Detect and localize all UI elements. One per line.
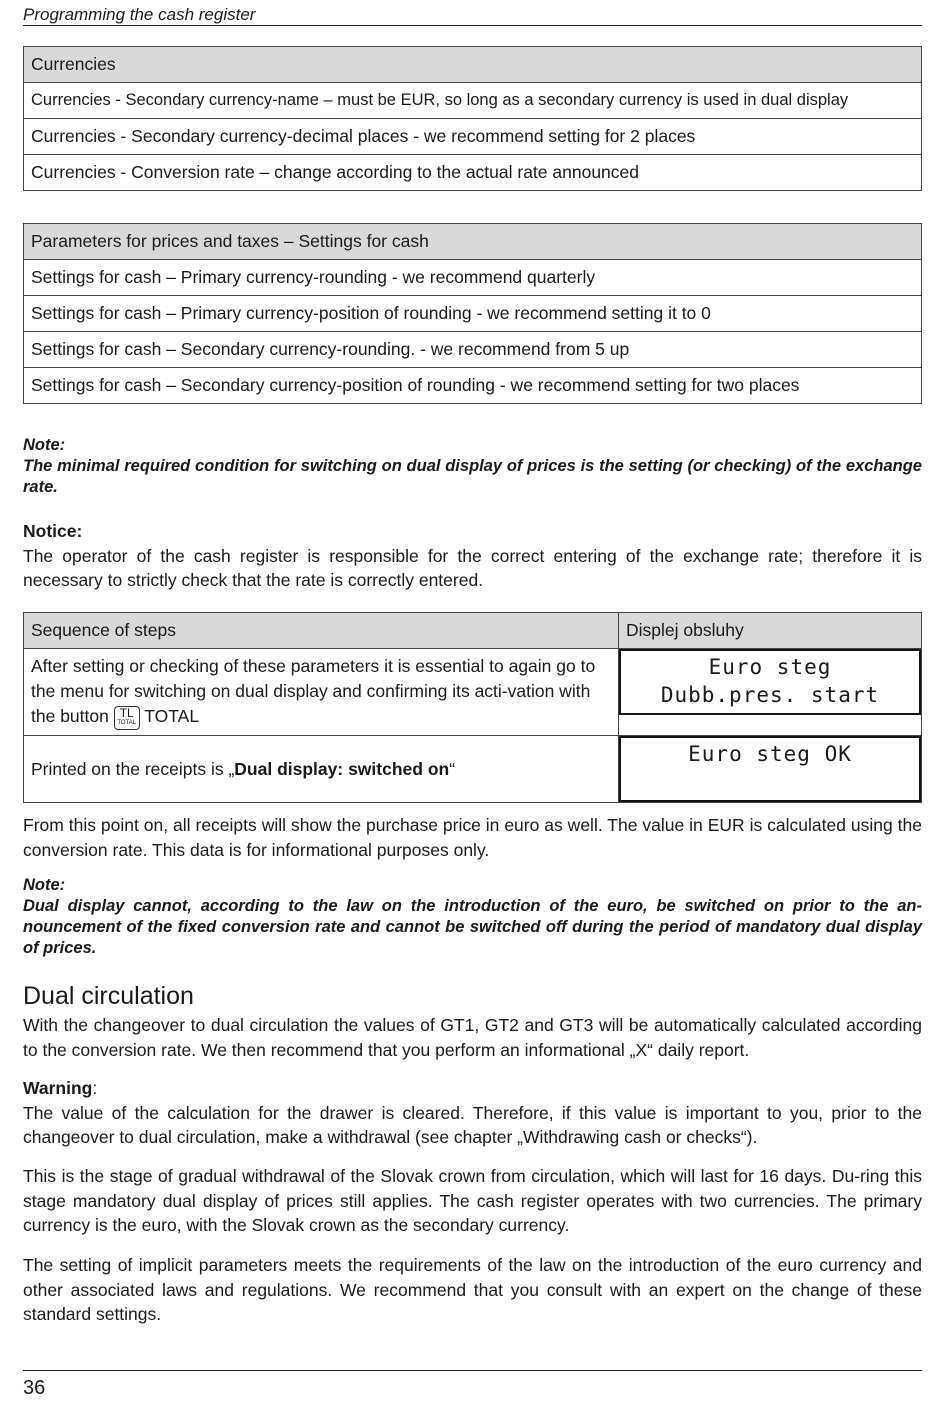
warning-label: Warning	[23, 1078, 93, 1098]
step-1-display	[619, 649, 922, 736]
currencies-row: Currencies - Conversion rate – change according to the actual rate announced	[24, 155, 922, 191]
steps-col-display: Displej obsluhy	[619, 613, 922, 649]
total-key-icon	[114, 706, 140, 730]
total-key-top: TL	[119, 705, 134, 720]
total-key-bottom: TOTAL	[117, 719, 137, 726]
prices-header: Parameters for prices and taxes – Settings for cash	[24, 224, 922, 260]
section-intro: With the changeover to dual circulation the values of GT1, GT2 and GT3 will be automatically calculated according to the conversion rate. We then recommend that you perform an informational „X“ daily report.	[23, 1015, 922, 1060]
para-after-table: From this point on, all receipts will show the purchase price in euro as well. The value in EUR is calculated using the conversion rate. This data is for informational purposes only.	[23, 815, 922, 860]
lcd-1-line-2: Dubb.pres. start	[660, 683, 880, 707]
step-2-bold: Dual display: switched on	[234, 758, 450, 779]
warning-colon: :	[92, 1078, 98, 1098]
page-number: 36	[23, 1377, 46, 1399]
note-2-label: Note:	[23, 876, 66, 894]
prices-table	[23, 223, 922, 404]
lcd-display-1	[619, 649, 921, 715]
section-para-3: The setting of implicit parameters meets the requirements of the law on the introduction of the euro currency and other associated laws and regulations. We recommend that you consult with an expert on the change of these standard settings.	[23, 1255, 922, 1324]
step-2-display	[619, 736, 922, 803]
step-1-text	[24, 649, 619, 736]
note-1-label: Note:	[23, 436, 66, 454]
notice-text: The operator of the cash register is responsible for the correct entering of the exchange rate; therefore it is necessary to strictly check that the rate is correctly entered.	[23, 545, 922, 590]
note-2	[23, 875, 922, 959]
total-key-label: TOTAL	[144, 706, 200, 727]
warning-text: The value of the calculation for the drawer is cleared. Therefore, if this value is important to you, prior to the changeover to dual circulation, make a withdrawal (see chapter „Withdrawing cash or checks“).	[23, 1102, 922, 1147]
running-header: Programming the cash register	[23, 4, 922, 26]
step-2-pre: Printed on the receipts is „	[31, 758, 235, 779]
step-1-description: After setting or checking of these parameters it is essential to again go to the menu for switching on dual display and confirming its acti-vation with the button	[31, 656, 596, 727]
warning	[23, 1076, 922, 1150]
steps-table	[23, 612, 922, 803]
section-para-2: This is the stage of gradual withdrawal of the Slovak crown from circulation, which will last for 16 days. Du-ring this stage mandatory dual display of prices still applies. The cash register operates with two currencies. The primary currency is the euro, with the Slovak crown as the secondary currency.	[23, 1166, 922, 1235]
note-1-text: The minimal required condition for switching on dual display of prices is the setting (or checking) of the exchange rate.	[23, 457, 922, 496]
steps-col-sequence: Sequence of steps	[24, 613, 619, 649]
step-2-post: “	[449, 758, 456, 779]
lcd-1-line-1: Euro steg	[708, 655, 832, 679]
section-title: Dual circulation	[23, 982, 194, 1010]
currencies-table	[23, 46, 922, 191]
prices-row: Settings for cash – Secondary currency-rounding. - we recommend from 5 up	[24, 332, 922, 368]
currencies-row: Currencies - Secondary currency-decimal places - we recommend setting for 2 places	[24, 119, 922, 155]
prices-row: Settings for cash – Primary currency-rounding - we recommend quarterly	[24, 260, 922, 296]
page-footer	[23, 1370, 922, 1400]
currencies-row: Currencies - Secondary currency-name – must be EUR, so long as a secondary currency is used in dual display	[24, 83, 922, 119]
lcd-display-2	[619, 736, 921, 802]
prices-row: Settings for cash – Primary currency-position of rounding - we recommend setting it to 0	[24, 296, 922, 332]
note-1	[23, 435, 922, 498]
currencies-header: Currencies	[24, 47, 922, 83]
notice	[23, 519, 922, 593]
note-2-text: Dual display cannot, according to the law on the introduction of the euro, be switched on prior to the an-nouncement of the fixed conversion rate and cannot be switched off during the period of mandatory dual display of prices.	[23, 897, 922, 957]
lcd-2-line-1: Euro steg OK	[688, 742, 852, 766]
prices-row: Settings for cash – Secondary currency-position of rounding - we recommend setting for two places	[24, 368, 922, 404]
step-2-text	[24, 736, 619, 803]
notice-label: Notice:	[23, 521, 83, 541]
